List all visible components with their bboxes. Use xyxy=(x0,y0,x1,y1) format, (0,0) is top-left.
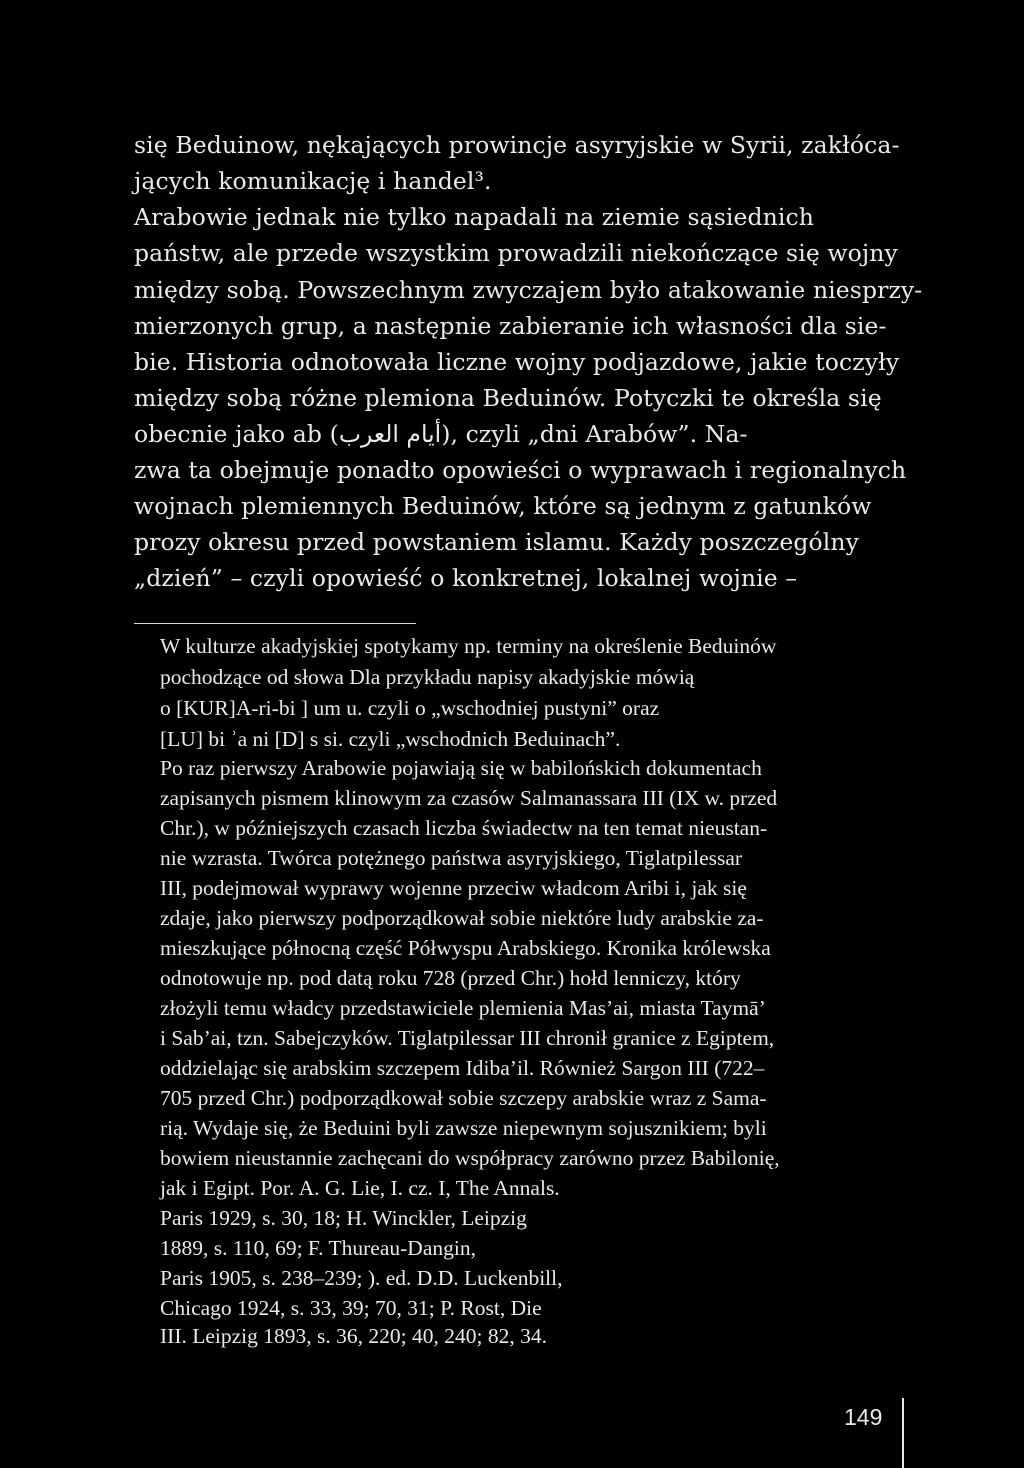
footnote-line: III. Leipzig 1893, s. 36, 220; 40, 240; 82, 34. xyxy=(160,1324,547,1348)
footnote-line: Po raz pierwszy Arabowie pojawiają się w babilońskich dokumentach xyxy=(160,756,762,780)
body-line: państw, ale przede wszystkim prowadzili niekończące się wojny xyxy=(134,239,898,267)
footnote-line: III, podejmował wyprawy wojenne przeciw władcom Aribi i, jak się xyxy=(160,876,747,900)
footnote-line: pochodzące od słowa Dla przykładu napisy akadyjskie mówią xyxy=(160,665,695,689)
footnote-line: zdaje, jako pierwszy podporządkował sobie niektóre ludy arabskie za- xyxy=(160,906,764,930)
body-line: mierzonych grup, a następnie zabieranie ich własności dla sie- xyxy=(134,312,887,340)
body-line: Arabowie jednak nie tylko napadali na ziemie sąsiednich xyxy=(134,203,815,231)
body-line: wojnach plemiennych Beduinów, które są jednym z gatunków xyxy=(134,492,872,520)
footnote-line: o [KUR]A-ri-bi ] um u. czyli o „wschodniej pustyni” oraz xyxy=(160,696,660,720)
footnote-line: odnotowuje np. pod datą roku 728 (przed Chr.) hołd lenniczy, który xyxy=(160,966,741,990)
footnote-line: i Sab’ai, tzn. Sabejczyków. Tiglatpilessar III chronił granice z Egiptem, xyxy=(160,1026,775,1050)
footnote-line: Chr.), w późniejszych czasach liczba świadectw na ten temat nieustan- xyxy=(160,816,768,840)
footnote-line: bowiem nieustannie zachęcani do współpracy zarówno przez Babilonię, xyxy=(160,1146,780,1170)
body-line: obecnie jako ab (أيام العرب), czyli „dni Arabów”. Na- xyxy=(134,420,748,448)
footnote-line: oddzielając się arabskim szczepem Idiba’il. Również Sargon III (722– xyxy=(160,1056,765,1080)
footnote-line: 705 przed Chr.) podporządkował sobie szczepy arabskie wraz z Sama- xyxy=(160,1086,767,1110)
page-number: 149 xyxy=(844,1404,883,1430)
footnote-line: Chicago 1924, s. 33, 39; 70, 31; P. Rost, Die xyxy=(160,1296,542,1320)
body-line: między sobą. Powszechnym zwyczajem było atakowanie niesprzy- xyxy=(134,276,923,304)
body-line: bie. Historia odnotowała liczne wojny podjazdowe, jakie toczyły xyxy=(134,348,900,376)
footnote-line: złożyli temu władcy przedstawiciele plemienia Mas’ai, miasta Taymā’ xyxy=(160,996,766,1020)
body-line: się Beduinow, nękających prowincje asyryjskie w Syrii, zakłóca- xyxy=(134,131,900,159)
footnote-line: rią. Wydaje się, że Beduini byli zawsze niepewnym sojusznikiem; byli xyxy=(160,1116,767,1140)
footnote-line: jak i Egipt. Por. A. G. Lie, I. cz. I, The Annals. xyxy=(160,1176,560,1200)
footnote-line: mieszkujące północną część Półwyspu Arabskiego. Kronika królewska xyxy=(160,936,771,960)
body-line: zwa ta obejmuje ponadto opowieści o wyprawach i regionalnych xyxy=(134,456,907,484)
page-number-bar xyxy=(902,1398,904,1468)
body-line: między sobą różne plemiona Beduinów. Potyczki te określa się xyxy=(134,384,882,412)
footnote-line: zapisanych pismem klinowym za czasów Salmanassara III (IX w. przed xyxy=(160,786,778,810)
footnote-line: Paris 1929, s. 30, 18; H. Winckler, Leipzig xyxy=(160,1206,527,1230)
footnote-line: nie wzrasta. Twórca potężnego państwa asyryjskiego, Tiglatpilessar xyxy=(160,846,743,870)
body-line: jących komunikację i handel³. xyxy=(134,167,492,195)
footnote-line: 1889, s. 110, 69; F. Thureau-Dangin, xyxy=(160,1236,476,1260)
footnote-divider xyxy=(134,623,416,624)
body-line: prozy okresu przed powstaniem islamu. Każdy poszczególny xyxy=(134,528,859,556)
footnote-line: Paris 1905, s. 238–239; ). ed. D.D. Luckenbill, xyxy=(160,1266,563,1290)
footnote-line: [LU] bi ʾa ni [D] s si. czyli „wschodnich Beduinach”. xyxy=(160,727,621,751)
footnote-line: W kulturze akadyjskiej spotykamy np. terminy na określenie Beduinów xyxy=(160,634,777,658)
body-line: „dzień” – czyli opowieść o konkretnej, lokalnej wojnie – xyxy=(134,564,798,592)
